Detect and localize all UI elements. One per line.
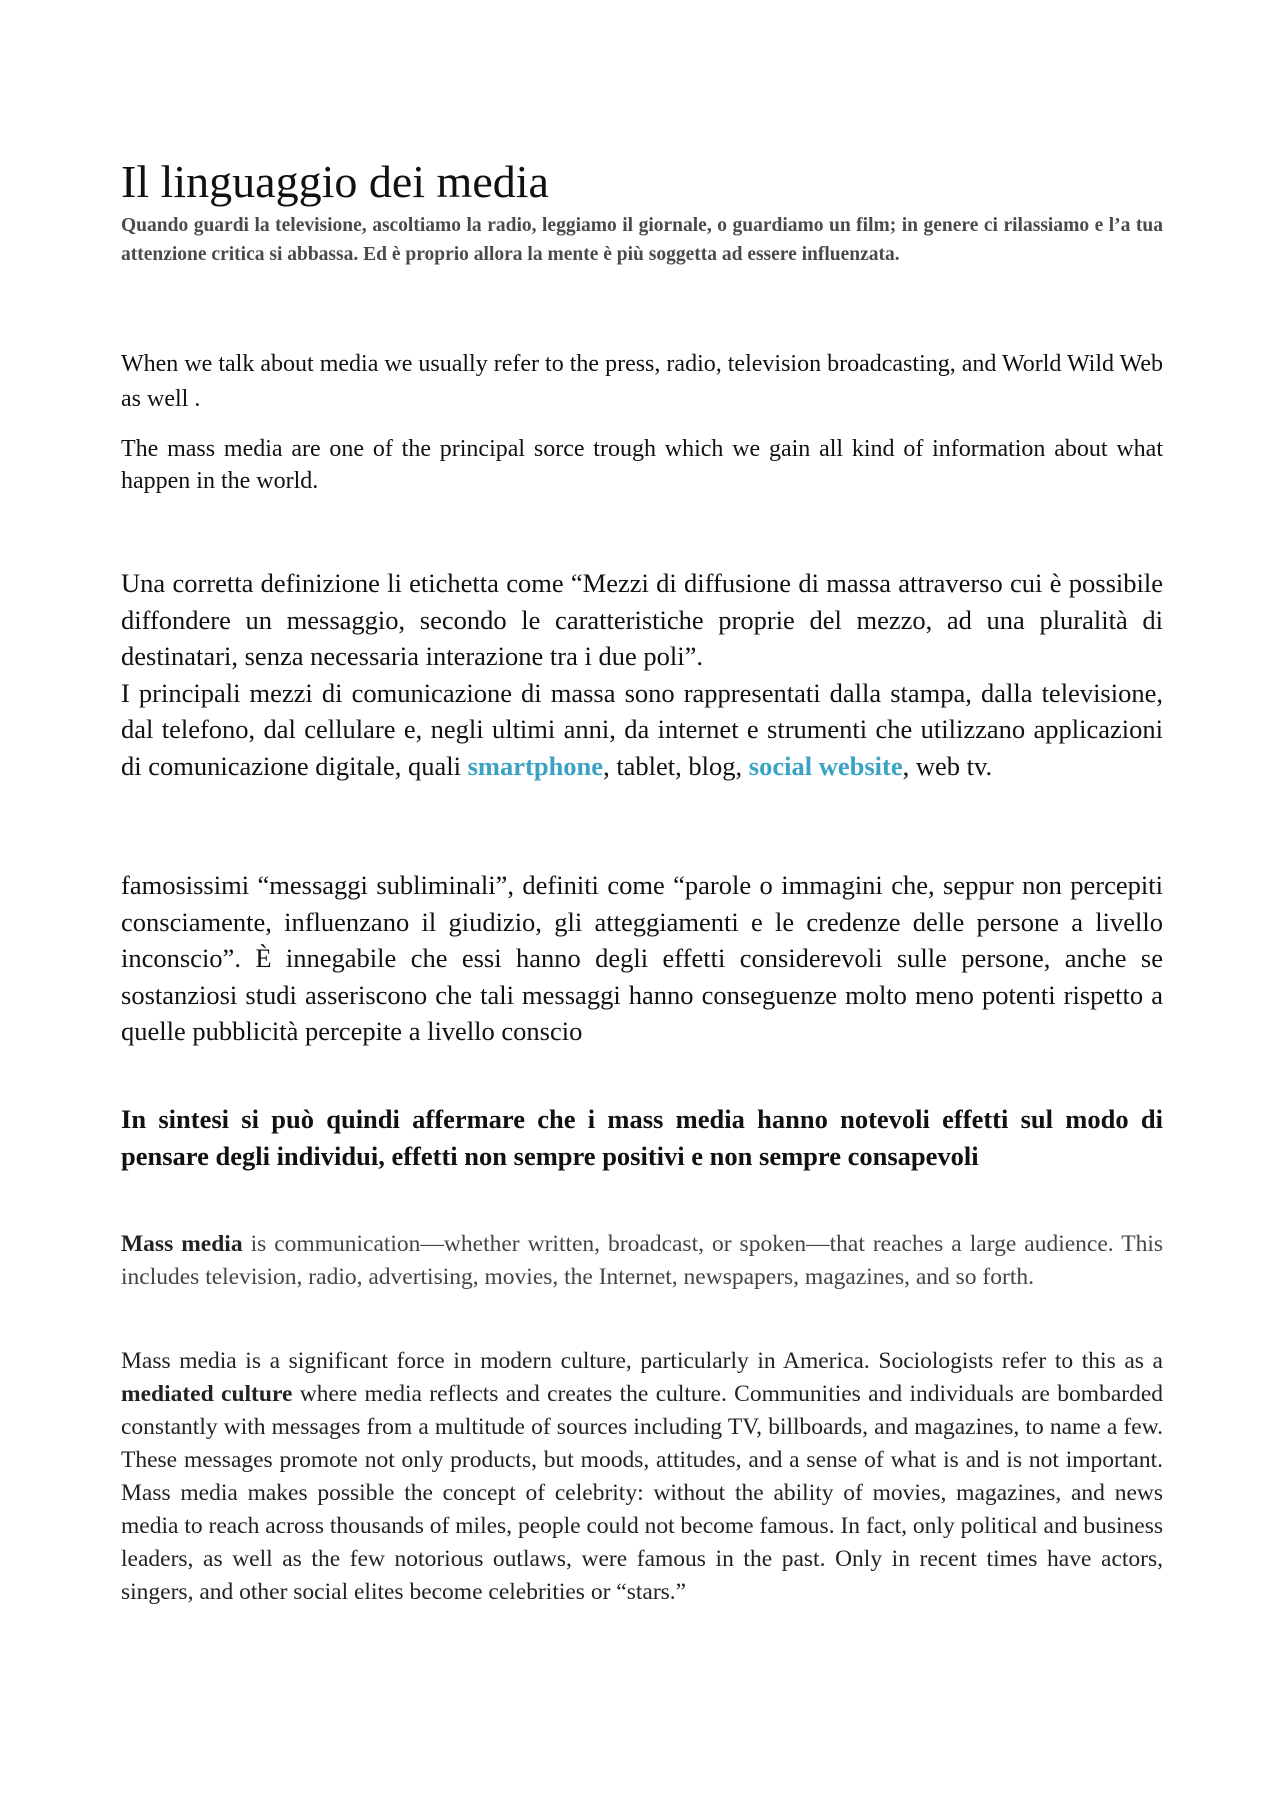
definition-middle-text: , tablet, blog,	[603, 750, 749, 781]
mass-media-term: Mass media	[121, 1231, 243, 1257]
definition-media-list: I principali mezzi di comunicazione di massa sono rappresentati dalla stampa, dalla televisione, dal telefono, dal cellulare e, negli ultimi anni, da internet e strumenti che utilizzano applicazioni di comunicazione digitale, quali	[121, 677, 1163, 781]
smartphone-link[interactable]: smartphone	[467, 750, 604, 781]
mediated-culture-intro: Mass media is a significant force in modern culture, particularly in America. Sociologists refer to this as a	[121, 1348, 1163, 1374]
definition-end-text: , web tv.	[902, 750, 993, 781]
mediated-culture-paragraph	[121, 1345, 1163, 1609]
mass-media-definition-paragraph	[121, 1228, 1163, 1294]
mediated-culture-text: where media reflects and creates the culture. Communities and individuals are bombarded constantly with messages from a multitude of sources including TV, billboards, and magazines, to name a few. These messages promote not only products, but moods, attitudes, and a sense of what is and is not important. Mass media makes possible the concept of celebrity: without the ability of movies, magazines, and news media to reach across thousands of miles, people could not become famous. In fact, only political and business leaders, as well as the few notorious outlaws, were famous in the past. Only in recent times have actors, singers, and other social elites become celebrities or “stars.”	[121, 1381, 1164, 1605]
social-website-link[interactable]: social website	[748, 750, 903, 781]
mass-media-definition-text: is communication—whether written, broadcast, or spoken—that reaches a large audience. This includes television, radio, advertising, movies, the Internet, newspapers, magazines, and so forth.	[121, 1231, 1164, 1290]
definition-text: Una corretta definizione li etichetta come “Mezzi di diffusione di massa attraverso cui è possibile diffondere un messaggio, secondo le caratteristiche proprie del mezzo, ad una pluralità di destinatari, senza necessaria interazione tra i due poli”.	[121, 568, 1163, 671]
page-title: Il linguaggio dei media	[121, 156, 549, 207]
subliminal-paragraph: famosissimi “messaggi subliminali”, definiti come “parole o immagini che, seppur non percepiti consciamente, influenzano il giudizio, gli atteggiamenti e le credenze delle persone a livello inconscio”. È innegabile che essi hanno degli effetti considerevoli sulle persone, anche se sostanziosi studi asseriscono che tali messaggi hanno conseguenze molto meno potenti rispetto a quelle pubblicità percepite a livello conscio	[121, 870, 1163, 1046]
english-paragraph-2: The mass media are one of the principal sorce trough which we gain all kind of information about what happen in the world.	[121, 436, 1163, 494]
english-paragraph-1: When we talk about media we usually refer to the press, radio, television broadcasting, and World Wild Web as well .	[121, 351, 1163, 412]
mediated-culture-term: mediated culture	[121, 1381, 293, 1407]
definition-paragraph	[121, 565, 1163, 784]
intro-paragraph: Quando guardi la televisione, ascoltiamo la radio, leggiamo il giornale, o guardiamo un film; in genere ci rilassiamo e l’a tua attenzione critica si abbassa. Ed è proprio allora la mente è più soggetta ad essere influenzata.	[121, 215, 1163, 265]
summary-paragraph: In sintesi si può quindi affermare che i mass media hanno notevoli effetti sul modo di pensare degli individui, effetti non sempre positivi e non sempre consapevoli	[121, 1104, 1163, 1171]
